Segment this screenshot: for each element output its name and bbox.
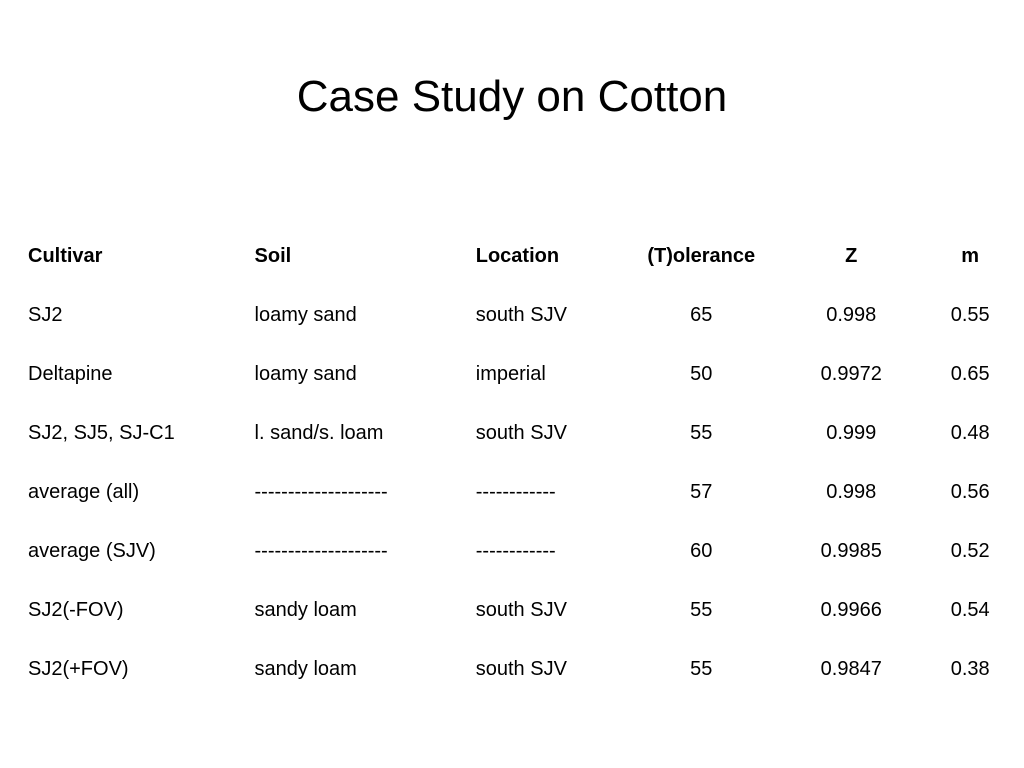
cell-z: 0.9972	[820, 363, 882, 385]
cell-soil: sandy loam	[254, 658, 357, 680]
cell-location: ------------	[475, 540, 556, 562]
cell-tolerance: 65	[690, 304, 713, 326]
header-m: m	[961, 245, 980, 267]
cell-location: south SJV	[475, 304, 567, 326]
cell-z: 0.9985	[820, 540, 882, 562]
header-location: Location	[475, 245, 560, 267]
cell-m: 0.52	[950, 540, 990, 562]
cell-soil: loamy sand	[254, 304, 357, 326]
slide-title: Case Study on Cotton	[296, 72, 728, 121]
cotton-data-table	[18, 227, 1024, 699]
cell-soil: --------------------	[254, 540, 388, 562]
cell-soil: --------------------	[254, 481, 388, 503]
cell-m: 0.54	[950, 599, 990, 621]
cell-tolerance: 50	[690, 363, 713, 385]
cell-z: 0.998	[826, 304, 877, 326]
cell-location: south SJV	[475, 658, 567, 680]
header-soil: Soil	[254, 245, 292, 267]
header-z: Z	[845, 245, 858, 267]
cell-location: imperial	[475, 363, 546, 385]
cell-soil: l. sand/s. loam	[254, 422, 384, 444]
cell-tolerance: 55	[690, 599, 713, 621]
table-row	[18, 522, 1024, 581]
table-header-row	[18, 227, 1024, 286]
table-row	[18, 581, 1024, 640]
cell-z: 0.998	[826, 481, 877, 503]
cell-z: 0.9966	[820, 599, 882, 621]
cell-soil: sandy loam	[254, 599, 357, 621]
cell-cultivar: SJ2(+FOV)	[28, 658, 129, 680]
table-row	[18, 286, 1024, 345]
cell-m: 0.38	[950, 658, 990, 680]
cell-cultivar: SJ2(-FOV)	[28, 599, 124, 621]
cell-location: south SJV	[475, 599, 567, 621]
table-row	[18, 404, 1024, 463]
cell-cultivar: Deltapine	[28, 363, 113, 385]
cell-cultivar: SJ2, SJ5, SJ-C1	[28, 422, 175, 444]
cell-m: 0.56	[950, 481, 990, 503]
table-row	[18, 345, 1024, 404]
table-row	[18, 463, 1024, 522]
cell-cultivar: average (SJV)	[28, 540, 156, 562]
cell-cultivar: SJ2	[28, 304, 63, 326]
header-cultivar: Cultivar	[28, 245, 103, 267]
table-row	[18, 640, 1024, 699]
cell-cultivar: average (all)	[28, 481, 140, 503]
cell-m: 0.55	[950, 304, 990, 326]
cell-tolerance: 57	[690, 481, 713, 503]
header-tolerance: (T)olerance	[647, 245, 756, 267]
cell-m: 0.48	[950, 422, 990, 444]
cell-soil: loamy sand	[254, 363, 357, 385]
cell-m: 0.65	[950, 363, 990, 385]
cell-tolerance: 55	[690, 658, 713, 680]
cell-z: 0.999	[826, 422, 877, 444]
cell-location: south SJV	[475, 422, 567, 444]
cell-tolerance: 60	[690, 540, 713, 562]
cell-tolerance: 55	[690, 422, 713, 444]
cell-location: ------------	[475, 481, 556, 503]
cell-z: 0.9847	[820, 658, 882, 680]
